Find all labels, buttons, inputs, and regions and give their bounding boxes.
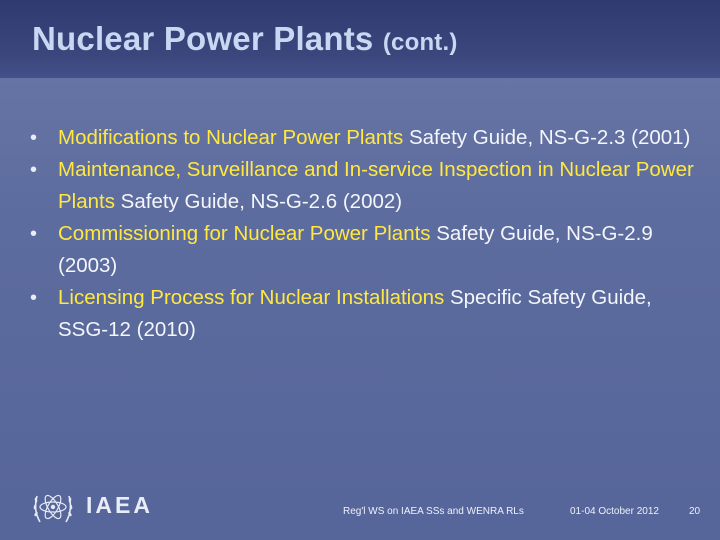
title-suffix: (cont.)	[382, 29, 458, 56]
bullet-text: Safety Guide, NS-G-2.3 (2001)	[403, 126, 691, 149]
slide-title	[32, 20, 458, 58]
bullet-marker: •	[30, 159, 38, 181]
bullet-highlight: Commissioning for Nuclear Power Plants	[58, 222, 431, 245]
bullet-item	[30, 282, 700, 346]
bullet-list	[30, 122, 700, 346]
bullet-highlight: Maintenance, Surveillance and In-service Inspection in Nuclear Power Plants	[58, 158, 694, 213]
iaea-wordmark: IAEA	[86, 492, 153, 518]
bullet-item	[30, 154, 700, 218]
bullet-text: Specific Safety Guide, SSG-12 (2010)	[58, 286, 652, 341]
iaea-logo-icon	[30, 484, 76, 530]
title-bar	[0, 0, 720, 78]
bullet-text: Safety Guide, NS-G-2.9 (2003)	[58, 222, 653, 277]
bullet-text: Safety Guide, NS-G-2.6 (2002)	[114, 190, 403, 213]
slide-footer	[0, 474, 720, 540]
bullet-item	[30, 122, 700, 154]
bullet-highlight: Modifications to Nuclear Power Plants	[58, 126, 404, 149]
bullet-marker: •	[30, 127, 38, 149]
page-number: 20	[689, 506, 701, 517]
bullet-item	[30, 218, 700, 282]
footer-event: Reg'l WS on IAEA SSs and WENRA RLs	[343, 506, 524, 517]
footer-date: 01-04 October 2012	[570, 506, 659, 517]
bullet-marker: •	[30, 223, 38, 245]
title-main: Nuclear Power Plants	[32, 20, 374, 57]
bullet-marker: •	[30, 287, 38, 309]
bullet-highlight: Licensing Process for Nuclear Installations	[58, 286, 445, 309]
